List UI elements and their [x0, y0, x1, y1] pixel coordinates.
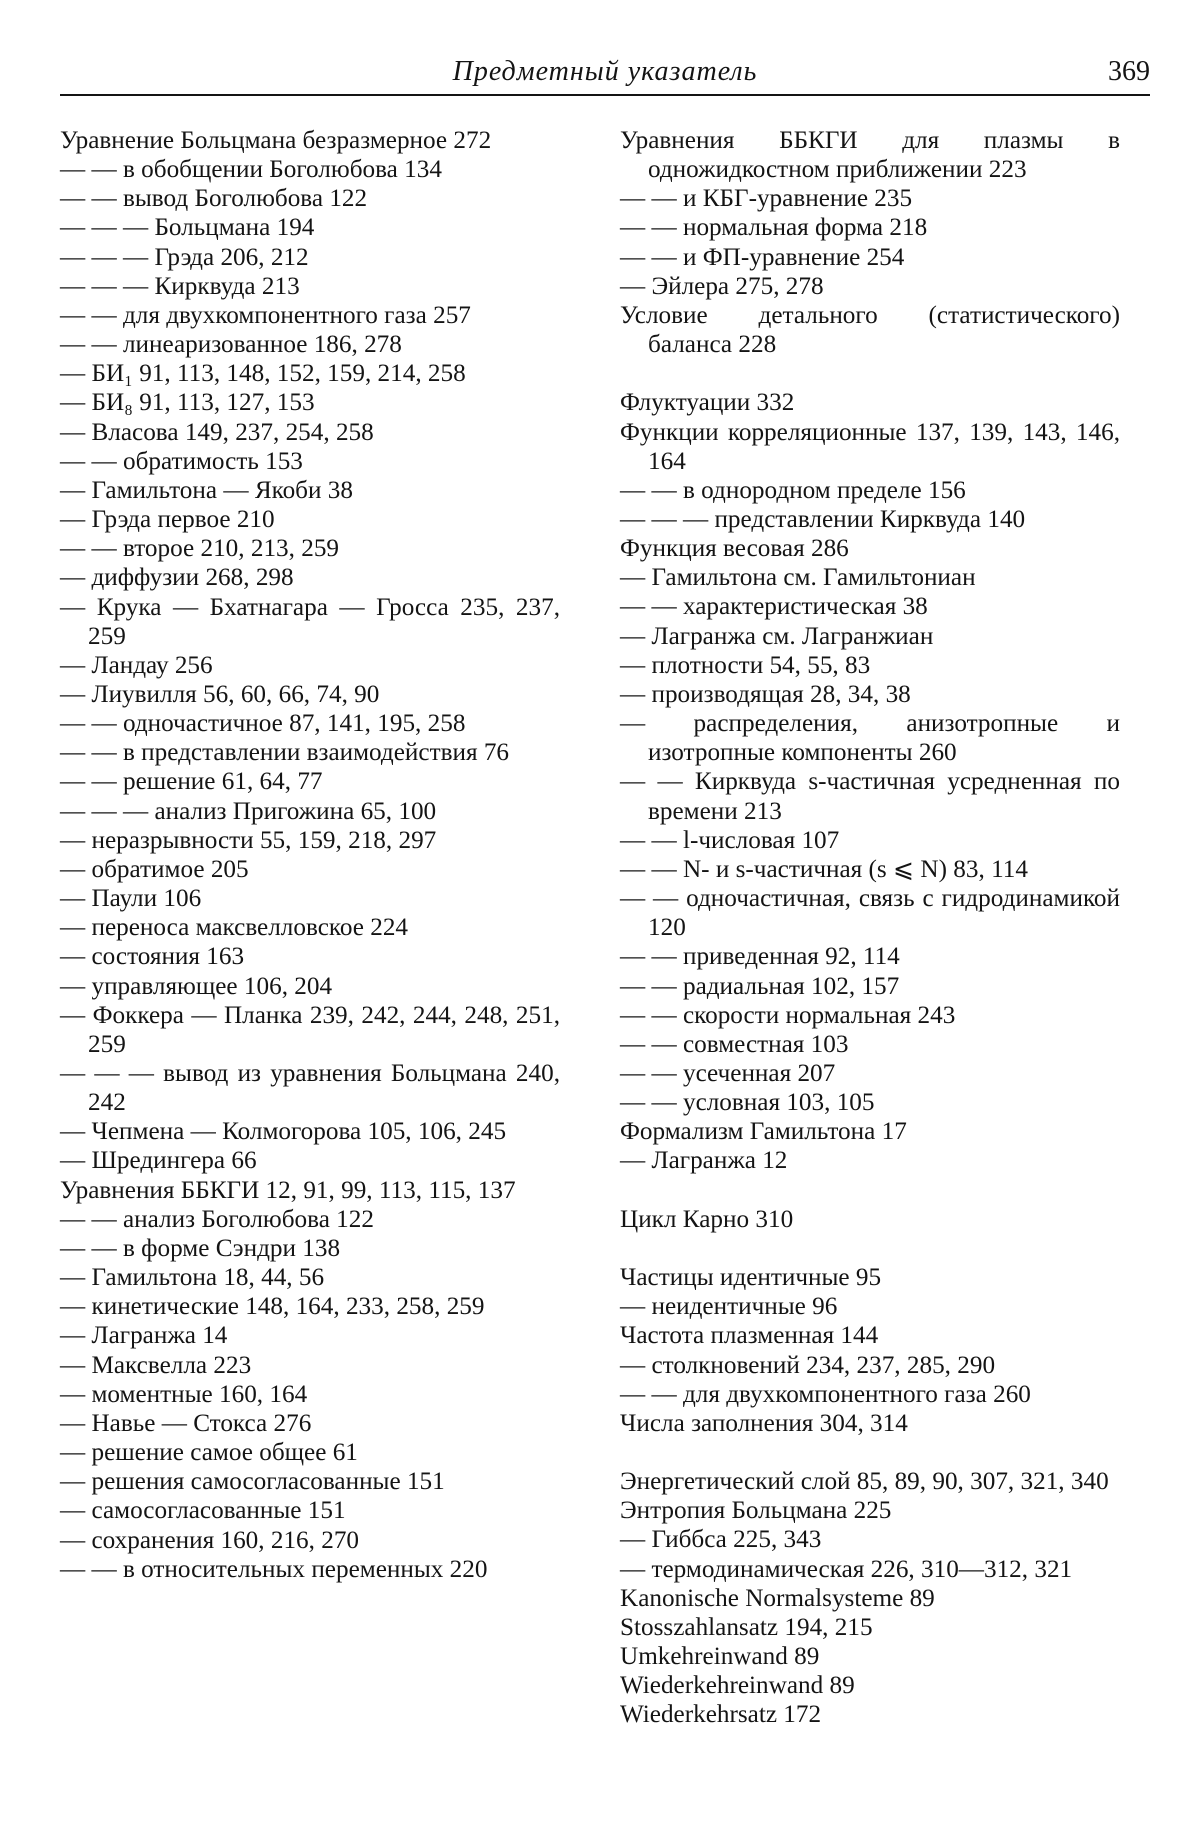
index-entry: — — второе 210, 213, 259 [60, 535, 340, 563]
index-entry: — Паули 106 [60, 885, 202, 913]
index-entry: — — анализ Боголюбова 122 [60, 1205, 374, 1233]
index-entry: — — в представлении взаимодействия 76 [60, 739, 510, 767]
index-entry: — решение самое общее 61 [60, 1439, 358, 1467]
index-entry: Функция весовая 286 [620, 535, 849, 563]
index-entry: — Гамильтона 18, 44, 56 [60, 1264, 325, 1292]
index-entry: Энтропия Больцмана 225 [620, 1497, 892, 1525]
index-entry: — — для двухкомпонентного газа 260 [620, 1380, 1031, 1408]
index-entry: — — приведенная 92, 114 [620, 943, 900, 971]
index-entry: — БИ₁ 91, 113, 148, 152, 159, 214, 258 [60, 360, 466, 388]
index-entry: — Власова 149, 237, 254, 258 [60, 418, 374, 446]
index-entry: — — скорости нормальная 243 [620, 1001, 956, 1029]
index-entry: — Лагранжа 12 [620, 1147, 788, 1175]
index-entry: — Шредингера 66 [60, 1147, 257, 1175]
index-entry: — — нормальная форма 218 [620, 214, 928, 242]
index-entry: — Гамильтона — Якоби 38 [60, 476, 353, 504]
index-entry: — — обратимость 153 [60, 447, 303, 475]
index-entry: — — и ФП-уравнение 254 [620, 243, 905, 271]
index-entry: Уравнения ББКГИ для плазмы в одножидкостном приближении 223 [620, 127, 1120, 184]
index-entry: — — — Больцмана 194 [60, 214, 315, 242]
index-entry: — переноса максвелловское 224 [60, 914, 409, 942]
index-entry: — кинетические 148, 164, 233, 258, 259 [60, 1293, 485, 1321]
index-entry: — Крука — Бхатнагара — Гросса 235, 237, 259 [60, 593, 560, 650]
index-entry: — Фоккера — Планка 239, 242, 244, 248, 251, 259 [60, 1001, 560, 1058]
index-entry: Уравнения ББКГИ 12, 91, 99, 113, 115, 137 [60, 1176, 516, 1204]
running-header [60, 56, 1150, 96]
index-entry: Kanonische Normalsysteme 89 [620, 1584, 935, 1612]
index-entry: Энергетический слой 85, 89, 90, 307, 321, 340 [620, 1468, 1109, 1496]
index-entry: — — одночастичная, связь с гидродинамикой 120 [620, 885, 1120, 942]
index-entry: — Навье — Стокса 276 [60, 1409, 312, 1437]
index-entry: — обратимое 205 [60, 855, 249, 883]
index-entry: — Грэда первое 210 [60, 506, 275, 534]
index-entry: — Максвелла 223 [60, 1351, 252, 1379]
index-entry: — неразрывности 55, 159, 218, 297 [60, 826, 437, 854]
index-entry: — — в однородном пределе 156 [620, 476, 966, 504]
header-rule [60, 94, 1150, 96]
index-entry: — — и КБГ-уравнение 235 [620, 185, 913, 213]
index-gap [620, 1234, 1120, 1263]
index-entry: Частота плазменная 144 [620, 1322, 879, 1350]
index-entry: Stosszahlansatz 194, 215 [620, 1613, 873, 1641]
index-entry: — Гиббса 225, 343 [620, 1526, 822, 1554]
index-entry: Umkehreinwand 89 [620, 1643, 820, 1671]
index-entry: — — в обобщении Боголюбова 134 [60, 156, 442, 184]
index-entry: Уравнение Больцмана безразмерное 272 [60, 127, 492, 154]
index-entry: Wiederkehrsatz 172 [620, 1701, 822, 1729]
index-entry: — термодинамическая 226, 310—312, 321 [620, 1555, 1073, 1583]
index-entry: — — для двухкомпонентного газа 257 [60, 301, 471, 329]
index-entry: — — l-числовая 107 [620, 826, 840, 854]
index-entry: — — вывод Боголюбова 122 [60, 185, 368, 213]
index-entry: — распределения, анизотропные и изотропные компоненты 260 [620, 710, 1120, 767]
index-entry: — — — вывод из уравнения Больцмана 240, 242 [60, 1060, 560, 1117]
index-entry: — — совместная 103 [620, 1030, 849, 1058]
index-entry: — — линеаризованное 186, 278 [60, 331, 402, 359]
index-entry: Функции корреляционные 137, 139, 143, 146, 164 [620, 418, 1120, 475]
running-title: Предметный указатель [452, 56, 758, 87]
index-entry: — Лагранжа см. Лагранжиан [620, 622, 934, 650]
index-entry: — Лагранжа 14 [60, 1322, 228, 1350]
index-entry: Флуктуации 332 [620, 389, 795, 417]
index-entry: — Чепмена — Колмогорова 105, 106, 245 [60, 1118, 507, 1146]
index-entry: — — радиальная 102, 157 [620, 972, 900, 1000]
index-entry: — — N- и s-частичная (s ⩽ N) 83, 114 [620, 855, 1028, 883]
index-entry: — моментные 160, 164 [60, 1380, 308, 1408]
index-entry: — самосогласованные 151 [60, 1497, 346, 1525]
index-entry: — — в форме Сэндри 138 [60, 1234, 341, 1262]
index-entry: — — — представлении Кирквуда 140 [620, 506, 1026, 534]
index-entry: — производящая 28, 34, 38 [620, 680, 911, 708]
index-gap [620, 1438, 1120, 1467]
index-entry: — — усеченная 207 [620, 1059, 836, 1087]
index-entry: — сохранения 160, 216, 270 [60, 1526, 360, 1554]
index-entry: — — одночастичное 87, 141, 195, 258 [60, 710, 466, 738]
index-entry: — состояния 163 [60, 943, 245, 971]
index-entry: — — условная 103, 105 [620, 1089, 875, 1117]
index-entry: Wiederkehreinwand 89 [620, 1672, 855, 1700]
index-entry: — — — Грэда 206, 212 [60, 243, 309, 271]
index-entry: — Эйлера 275, 278 [620, 272, 824, 300]
index-entry: Формализм Гамильтона 17 [620, 1118, 907, 1146]
index-entry: — Лиувилля 56, 60, 66, 74, 90 [60, 680, 380, 708]
index-entry: Частицы идентичные 95 [620, 1264, 882, 1292]
index-entry: — — — Кирквуда 213 [60, 272, 300, 300]
index-entry: Цикл Карно 310 [620, 1205, 794, 1233]
index-entry: — — Кирквуда s-частичная усредненная по времени 213 [620, 768, 1120, 825]
index-column-left [60, 126, 560, 1584]
index-entry: — Гамильтона см. Гамильтониан [620, 564, 976, 592]
index-entry: — — в относительных переменных 220 [60, 1555, 488, 1583]
index-entry: — решения самосогласованные 151 [60, 1468, 445, 1496]
index-entry: — БИ₈ 91, 113, 127, 153 [60, 389, 315, 417]
index-entry: — — решение 61, 64, 77 [60, 768, 323, 796]
index-entry: — неидентичные 96 [620, 1293, 838, 1321]
index-entry: — Ландау 256 [60, 651, 213, 679]
index-entry: — — — анализ Пригожина 65, 100 [60, 797, 437, 825]
index-entry: — управляющее 106, 204 [60, 972, 333, 1000]
index-entry: — столкновений 234, 237, 285, 290 [620, 1351, 996, 1379]
index-entry: — — характеристическая 38 [620, 593, 928, 621]
index-entry: — диффузии 268, 298 [60, 564, 294, 592]
index-entry: — плотности 54, 55, 83 [620, 651, 871, 679]
index-entry: Условие детального (статистического) баланса 228 [620, 301, 1120, 359]
page-number: 369 [1108, 56, 1150, 87]
index-gap [620, 1176, 1120, 1205]
index-entry: Числа заполнения 304, 314 [620, 1409, 908, 1437]
index-column-right [620, 126, 1120, 1730]
index-gap [620, 359, 1120, 388]
